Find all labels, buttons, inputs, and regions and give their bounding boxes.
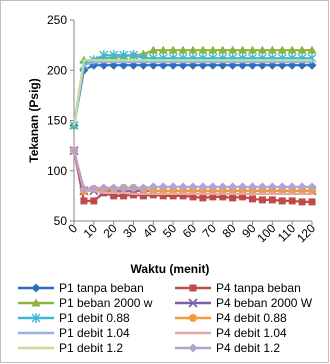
x-tick-label: 90 [239,221,259,241]
series-6 [74,62,312,125]
legend-marker [189,344,198,353]
legend-label: P1 beban 2000 w [59,296,153,310]
legend-label: P4 debit 1.2 [216,341,281,355]
x-tick-label: 110 [274,221,299,245]
x-axis-title: Waktu (menit) [130,262,210,276]
legend-label: P4 tanpa beban [216,281,301,295]
series-layer [70,46,317,206]
series-9 [70,146,317,193]
x-tick-label: 40 [140,221,160,241]
legend-item [18,281,144,295]
legend-label: P4 debit 0.88 [216,311,287,325]
y-tick-label: 200 [46,63,67,78]
x-tick-label: 60 [179,221,200,241]
legend-item [175,341,280,355]
x-tick-label: 70 [199,221,219,241]
legend-item [175,296,313,310]
series-0 [70,61,317,130]
data-point [259,196,266,203]
data-point [279,197,286,204]
data-point [249,195,256,202]
x-tick-label: 30 [120,221,140,241]
x-tick-label: 50 [159,221,180,241]
data-point [199,194,206,201]
y-tick-label: 100 [46,163,67,178]
x-tick-label: 20 [100,221,120,241]
x-tick-label: 80 [219,221,239,241]
legend-label: P1 tanpa beban [59,281,144,295]
x-tick-label: 10 [80,221,100,241]
x-tick-label: 0 [65,221,81,236]
legend-item [18,296,153,310]
legend-marker [32,284,41,293]
legend-label: P1 debit 1.2 [59,341,124,355]
series-line [74,65,312,125]
legend-item [18,326,130,340]
data-point [309,198,316,205]
legend [18,281,313,355]
data-point [80,197,87,204]
legend-label: P4 beban 2000 W [216,296,313,310]
series-line [74,62,312,125]
series-8 [74,60,312,125]
y-tick-label: 50 [53,214,67,228]
series-1 [71,147,316,205]
legend-marker [189,314,197,322]
data-point [299,198,306,205]
y-tick-label: 150 [46,113,67,128]
data-point [269,196,276,203]
legend-label: P1 debit 0.88 [59,311,130,325]
legend-item [175,326,287,340]
legend-marker [190,285,197,292]
y-axis-title: Tekanan (Psig) [27,78,41,163]
legend-label: P4 debit 1.04 [216,326,287,340]
x-tick-label: 100 [254,221,279,246]
series-line [74,60,312,125]
x-tick-label: 120 [294,221,319,246]
data-point [229,194,236,201]
data-point [289,197,296,204]
data-point [90,197,97,204]
legend-item [175,281,301,295]
legend-item [18,341,123,355]
legend-item [18,311,130,325]
y-tick-label: 250 [46,13,67,27]
legend-label: P1 debit 1.04 [59,326,130,340]
legend-item [175,311,287,325]
